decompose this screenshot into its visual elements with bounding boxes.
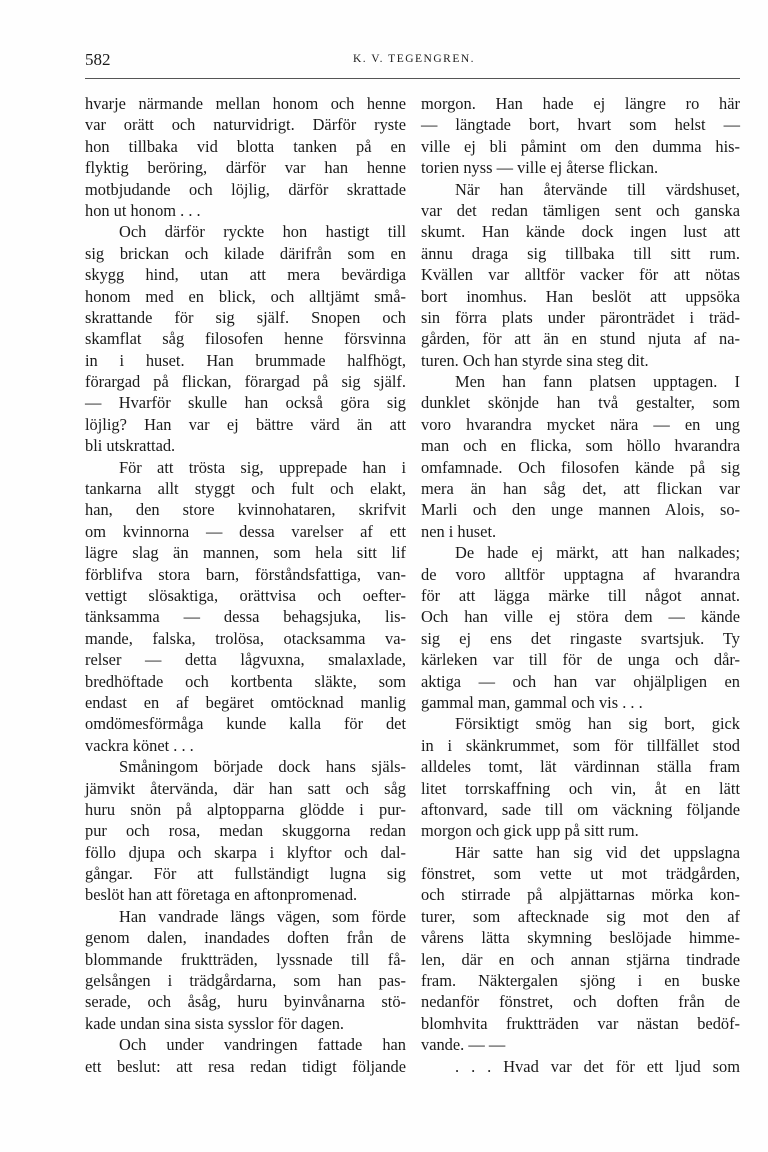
header-rule <box>85 78 740 79</box>
text-line: torien nyss — ville ej återse flickan. <box>421 158 659 178</box>
text-line: gammal man, gammal och vis . . . <box>421 692 643 712</box>
text-line: honom med en blick, och alltjämt små- <box>85 286 406 306</box>
text-line: flyktig beröring, därför var han henne <box>85 158 406 178</box>
text-line: Och han ville ej störa dem — kände <box>421 607 740 627</box>
running-head: K. V. TEGENGREN. <box>352 53 476 65</box>
text-line: Kvällen var alltför vacker för att nötas <box>421 265 740 285</box>
text-line: alldeles tomt, lät värdinnan ställa fram <box>421 757 740 777</box>
text-line: blomhvita fruktträden var nästan bedöf- <box>421 1013 740 1033</box>
text-line: kade undan sina sista sysslor för dagen. <box>85 1013 345 1033</box>
text-line: skamflat såg filosofen henne försvinna <box>85 329 406 349</box>
text-line: bort inomhus. Han beslöt att uppsöka <box>421 286 740 306</box>
text-line: vårens lätta skymning beslöjade himme- <box>421 928 740 948</box>
text-line: genom dalen, inandades doften från de <box>85 928 406 948</box>
right-column <box>421 93 740 1077</box>
text-line: litet torrskaffning och vin, åt en lätt <box>421 778 740 798</box>
text-line: ett beslut: att resa redan tidigt följande <box>85 1056 406 1076</box>
text-line: fönstret, som vette ut mot trädgården, <box>421 864 740 884</box>
text-line: omdömesförmåga kunde kalla för det <box>85 714 406 734</box>
text-line: om kvinnorna — dessa varelser af ett <box>85 521 406 541</box>
text-line: hvarje närmande mellan honom och henne <box>85 94 406 113</box>
text-line: gården, för att än en stund njuta af na- <box>421 329 740 349</box>
text-line: tankarna allt styggt och fult och elakt, <box>85 479 406 499</box>
text-line: hon ut honom . . . <box>85 200 201 220</box>
text-line: huru snön på alptopparna glödde i pur- <box>85 799 406 819</box>
text-line: löjlig? Han var ej bättre värd än att <box>85 414 406 434</box>
text-line: Marli och den unge mannen Alois, so- <box>421 500 740 520</box>
text-line: in i skänkrummet, som för tillfället stod <box>421 735 740 755</box>
text-line: nen i huset. <box>421 521 497 541</box>
text-line: Han vandrade längs vägen, som förde <box>119 906 406 926</box>
text-line: pur och rosa, medan skuggorna redan <box>85 821 406 841</box>
text-line: — längtade bort, hvart som helst — <box>421 115 740 135</box>
text-line: fram. Näktergalen sjöng i en buske <box>421 971 740 991</box>
text-line: föllo djupa och skarpa i klyftor och dal- <box>85 842 406 862</box>
text-line: relser — detta lågvuxna, smalaxlade, <box>85 650 406 670</box>
text-line: hon tillbaka vid blotta tanken på en <box>85 136 406 156</box>
text-line: var orätt och naturvidrigt. Därför ryste <box>85 115 406 135</box>
text-line: mande, falska, trolösa, otacksamma va- <box>85 628 406 648</box>
text-line: Och därför ryckte hon hastigt till <box>119 222 406 242</box>
text-line: var det redan tämligen sent och ganska <box>421 200 740 220</box>
text-line: morgon. Han hade ej längre ro här <box>421 94 740 113</box>
text-line: ville ej bli påmint om den dumma his- <box>421 136 740 156</box>
text-line: gelsången i trädgårdarna, som han pas- <box>85 971 406 991</box>
text-line: Här satte han sig vid det uppslagna <box>455 842 740 862</box>
text-line: Men han fann platsen upptagen. I <box>455 372 740 392</box>
text-line: turen. Och han styrde sina steg dit. <box>421 350 649 370</box>
text-line: för att lägga märke till något annat. <box>421 585 740 605</box>
text-line: man och en flicka, som höllo hvarandra <box>421 436 740 456</box>
text-line: omfamnade. Och filosofen kände på sig <box>421 457 740 477</box>
text-line: Småningom började dock hans själs- <box>119 757 406 777</box>
text-line: vande. — — <box>421 1035 506 1055</box>
text-line: dunklet skönjde han två gestalter, som <box>421 393 740 413</box>
text-line: aftonvard, sade till om väckning följande <box>421 799 740 819</box>
text-line: serade, och åsåg, huru byinvånarna stö- <box>85 992 406 1012</box>
text-line: jämvikt återvända, där han satt och såg <box>85 778 406 798</box>
text-line: förblifva stora barn, förståndsfattiga, van- <box>85 564 406 584</box>
text-line: sig ej ens det ringaste svartsjuk. Ty <box>421 628 740 648</box>
page-number: 582 <box>85 50 111 69</box>
text-line: endast en af begäret omtöcknad manlig <box>85 692 406 712</box>
text-line: skrattande för sig själf. Snopen och <box>85 307 406 327</box>
text-line: kärleken var till för de unga och dår- <box>421 650 740 670</box>
text-line: vettigt slösaktiga, orättvisa och oefter- <box>85 585 406 605</box>
text-line: Och under vandringen fattade han <box>119 1035 406 1055</box>
text-line: nedanför fönstret, och doften från de <box>421 992 740 1012</box>
text-line: mera än han såg det, att flickan var <box>421 479 740 499</box>
text-line: tänksamma — dessa behagsjuka, lis- <box>85 607 406 627</box>
text-line: När han återvände till värdshuset, <box>455 179 740 199</box>
text-line: sin förra plats under päronträdet i träd- <box>421 307 740 327</box>
text-line: beslöt han att företaga en aftonpromenad. <box>85 885 358 905</box>
text-line: motbjudande och löjlig, därför skrattade <box>85 179 406 199</box>
text-line: gångar. För att fullständigt lugna sig <box>85 864 406 884</box>
text-line: De hade ej märkt, att han nalkades; <box>455 543 740 563</box>
text-line: aktiga — och han var ohjälpligen en <box>421 671 740 691</box>
text-line: bli utskrattad. <box>85 436 176 456</box>
text-line: blommande fruktträden, lyssnade till få- <box>85 949 406 969</box>
text-line: de voro alltför upptagna af hvarandra <box>421 564 740 584</box>
text-line: len, där en och annan stjärna tindrade <box>421 949 740 969</box>
text-line: voro hvarandra mycket nära — en ung <box>421 414 740 434</box>
text-line: morgon och gick upp på sitt rum. <box>421 821 639 841</box>
text-line: Försiktigt smög han sig bort, gick <box>455 714 740 734</box>
text-line: lägre slag än mannen, som hela sitt lif <box>85 543 406 563</box>
text-line: sig brickan och kilade därifrån som en <box>85 243 406 263</box>
text-line: För att trösta sig, upprepade han i <box>119 457 406 477</box>
text-line: . . . Hvad var det för ett ljud som <box>455 1056 740 1076</box>
text-line: vackra könet . . . <box>85 735 194 755</box>
text-line: ännu draga sig tillbaka till sitt rum. <box>421 243 740 263</box>
text-line: — Hvarför skulle han också göra sig <box>85 393 406 413</box>
left-column <box>85 93 406 1077</box>
text-line: och stirrade på alpjättarnas mörka kon- <box>421 885 740 905</box>
text-line: förargad på flickan, förargad på sig själf. <box>85 372 406 392</box>
text-line: skygg hind, utan att mera bevärdiga <box>85 265 406 285</box>
text-line: turer, som aftecknade sig mot den af <box>421 906 740 926</box>
text-line: bredhöftade och kortbenta släkte, som <box>85 671 406 691</box>
text-line: in i huset. Han brummade halfhögt, <box>85 350 406 370</box>
text-line: han, den store kvinnohataren, skrifvit <box>85 500 406 520</box>
text-line: skumt. Han kände dock ingen lust att <box>421 222 740 242</box>
